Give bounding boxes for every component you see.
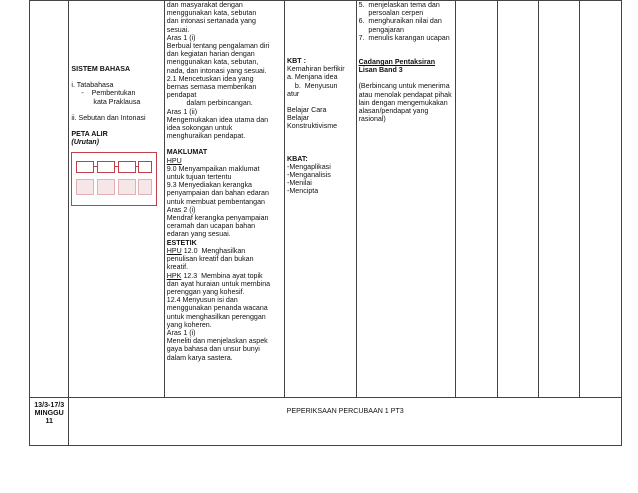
text-line: rasional) bbox=[358, 115, 386, 124]
pentaksiran-cell bbox=[356, 1, 456, 398]
week-cell bbox=[30, 398, 69, 446]
hpu-label: HPU bbox=[166, 246, 182, 255]
flow-map-diagram bbox=[71, 152, 157, 206]
peta-alir-label: PETA ALIR bbox=[71, 130, 108, 139]
text-line: 9.0 Menyampaikan maklumat bbox=[166, 164, 260, 173]
flow-box bbox=[97, 161, 115, 173]
text-line: Mengemukakan idea utama dan bbox=[166, 115, 269, 124]
text-line: dan kegiatan harian dengan bbox=[166, 50, 255, 59]
empty-cell bbox=[539, 1, 580, 398]
text-line: atur bbox=[287, 89, 300, 98]
text-line: menggunakan kata, sebutan bbox=[166, 9, 257, 18]
text-line: b. Menyusun bbox=[287, 81, 338, 90]
text-line: penyampaian dan bahan edaran bbox=[166, 189, 269, 198]
text-line: Mendraf kerangka penyampaian bbox=[166, 214, 269, 223]
text-line: Konstruktivisme bbox=[287, 122, 338, 131]
text-line: Aras 1 (ii) bbox=[166, 107, 198, 116]
text-line: alasan/pendapat yang bbox=[358, 107, 429, 116]
text-line: edaran yang sesuai. bbox=[166, 230, 231, 239]
text-line: 12.4 Menyusun isi dan bbox=[166, 296, 238, 305]
praklausa-text: kata Praklausa bbox=[93, 97, 141, 106]
text-line: menghuraikan pendapat. bbox=[166, 132, 246, 141]
text-line: ceramah dan ucapan bahan bbox=[166, 222, 256, 231]
kbt-cell bbox=[285, 1, 357, 398]
text-line: lain dengan mengemukakan bbox=[358, 98, 448, 107]
list-item: 5. menjelaskan tema dan bbox=[358, 1, 440, 9]
kbat-heading: KBAT: bbox=[287, 154, 308, 163]
hpu-label: HPU bbox=[166, 156, 182, 165]
flow-box bbox=[118, 161, 136, 173]
text-line: Belajar Cara bbox=[287, 106, 327, 115]
text-line: dan masyarakat dengan bbox=[166, 1, 243, 9]
text-line: idea sokongan untuk bbox=[166, 124, 233, 133]
lesson-plan-table bbox=[29, 0, 622, 446]
text-line: dan ayat huraian untuk membina bbox=[166, 279, 271, 288]
plan-row bbox=[30, 1, 622, 398]
empty-cell bbox=[456, 1, 497, 398]
text-line: Aras 2 (i) bbox=[166, 205, 196, 214]
text-line: bernas semasa memberikan bbox=[166, 83, 257, 92]
text-line: sesuai. bbox=[166, 25, 190, 34]
week-number: 11 bbox=[45, 417, 53, 426]
week-date: 13/3-17/3 bbox=[34, 401, 65, 409]
text-line: Aras 1 (i) bbox=[166, 33, 196, 42]
text-line: a. Menjana idea bbox=[287, 73, 338, 82]
text-line: Aras 1 (i) bbox=[166, 328, 196, 337]
kbt-heading: KBT : bbox=[287, 57, 306, 65]
exam-row bbox=[30, 398, 622, 446]
standard-lines-b bbox=[167, 165, 282, 239]
text-line: penulisan kreatif dan bukan bbox=[166, 255, 254, 264]
sebutan-item: ii. Sebutan dan Intonasi bbox=[71, 113, 146, 122]
text-line: atau menolak pendapat pihak bbox=[358, 90, 452, 99]
sistem-bahasa-cell bbox=[69, 1, 164, 398]
pembentukan-item bbox=[71, 89, 161, 97]
text-line: dan intonasi sertanada yang bbox=[166, 17, 256, 26]
flow-box bbox=[76, 161, 94, 173]
text-line: Meneliti dan menjelaskan aspek bbox=[166, 337, 268, 346]
empty-cell bbox=[580, 1, 622, 398]
hpu-text: 12.0 Menghasilkan bbox=[181, 246, 246, 255]
text-line: dalam perbincangan. bbox=[166, 99, 253, 108]
text-line: Berbual tentang pengalaman diri bbox=[166, 42, 270, 51]
maklumat-heading: MAKLUMAT bbox=[166, 148, 208, 157]
text-line: untuk menghasilkan perenggan bbox=[166, 312, 266, 321]
sistem-bahasa-heading: SISTEM BAHASA bbox=[71, 65, 131, 73]
hpk-text: 12.3 Membina ayat topik bbox=[181, 271, 263, 280]
band-heading: Lisan Band 3 bbox=[358, 66, 403, 75]
flow-box bbox=[138, 161, 152, 173]
kbat-item: -Menilai bbox=[287, 179, 312, 188]
standard-lines-a bbox=[167, 1, 282, 140]
hpu-12-line bbox=[167, 247, 282, 255]
list-item: pengajaran bbox=[358, 25, 404, 34]
list-item: 6. menghuraikan nilai dan bbox=[358, 17, 442, 26]
text-line: 9.3 Menyediakan kerangka bbox=[166, 181, 252, 190]
text-line: pendapat bbox=[166, 91, 197, 100]
estetik-heading: ESTETIK bbox=[166, 238, 197, 247]
week-cell-empty bbox=[30, 1, 69, 398]
dash-bullet: - bbox=[81, 89, 84, 98]
exam-title-cell bbox=[69, 398, 622, 446]
text-line: untuk membuat pembentangan bbox=[166, 197, 265, 206]
kbat-item: -Mencipta bbox=[287, 187, 319, 196]
week-label: MINGGU bbox=[34, 409, 64, 418]
text-line: yang koheren. bbox=[166, 320, 212, 329]
text-line: menggunakan penanda wacana bbox=[166, 304, 268, 313]
pembentukan-text: Pembentukan bbox=[91, 89, 136, 98]
text-line: nada, dan intonasi yang sesuai. bbox=[166, 66, 267, 75]
text-line: dalam karya sastera. bbox=[166, 353, 233, 362]
text-line: Kemahiran berfikir bbox=[287, 65, 345, 74]
cadangan-heading: Cadangan Pentaksiran bbox=[358, 58, 436, 67]
kbat-item: -Mengaplikasi bbox=[287, 162, 331, 171]
flow-substage bbox=[138, 179, 152, 195]
exam-title: PEPERIKSAAN PERCUBAAN 1 PT3 bbox=[286, 407, 404, 416]
text-line: 2.1 Mencetuskan idea yang bbox=[166, 74, 254, 83]
text-line: perenggan yang kohesif. bbox=[166, 287, 245, 296]
text-line: menggunakan kata, sebutan, bbox=[166, 58, 259, 67]
text-line: kreatif. bbox=[166, 263, 189, 272]
tatabahasa-item: i. Tatabahasa bbox=[71, 81, 114, 90]
standard-lines-d bbox=[167, 280, 282, 362]
flow-substage bbox=[118, 179, 136, 195]
empty-cell bbox=[497, 1, 538, 398]
list-item: 7. menulis karangan ucapan bbox=[358, 33, 450, 42]
kbat-item: -Menganalisis bbox=[287, 171, 331, 180]
text-line: Belajar bbox=[287, 114, 310, 123]
standard-cell bbox=[164, 1, 284, 398]
text-line: gaya bahasa dan unsur bunyi bbox=[166, 345, 260, 354]
list-item: persoalan cerpen bbox=[358, 9, 424, 18]
peta-alir-sub: (Urutan) bbox=[71, 138, 99, 147]
hpk-label: HPK bbox=[166, 271, 182, 280]
text-line: untuk tujuan tertentu bbox=[166, 173, 232, 182]
hpk-line bbox=[167, 272, 282, 280]
flow-substage bbox=[97, 179, 115, 195]
flow-substage bbox=[76, 179, 94, 195]
text-line: (Berbincang untuk menerima bbox=[358, 82, 450, 91]
